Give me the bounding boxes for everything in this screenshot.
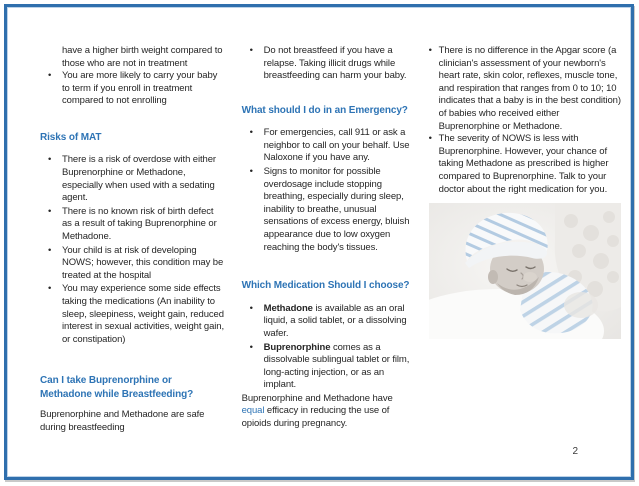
list-item [242, 303, 418, 341]
list-item: • Your child is at risk of developing NOWS; however, this condition may be treated at the hospital [40, 245, 226, 283]
comparison-bullet-list [429, 45, 621, 196]
newborn-baby-illustration [429, 203, 621, 339]
list-item [242, 342, 418, 392]
newborn-baby-photo [429, 203, 621, 339]
list-item: • You are more likely to carry your baby to term if you enroll in treatment compared to not enrolling [40, 70, 226, 108]
medication-name: Buprenorphine [263, 341, 331, 353]
efficacy-text-after: efficacy in reducing the use of opioids during pregnancy. [241, 405, 390, 430]
list-item: • There is no difference in the Apgar score (a clinician's assessment of your newborn's heart rate, skin color, reflexes, muscle tone, and respiration that ranges from 0 to 10; 10 indicates that a baby is in the best condition) of babies who received either Buprenorphine or Methadone. [429, 45, 621, 133]
list-item: • There is a risk of overdose with either Buprenorphine or Methadone, especially when used with a sedating agent. [40, 154, 226, 204]
medication-choice-heading: Which Medication Should I choose? [241, 280, 410, 292]
medication-bullet-list [242, 303, 418, 392]
page-content [40, 45, 621, 467]
column-middle [237, 45, 418, 467]
column-left [40, 45, 226, 467]
emergency-heading: What should I do in an Emergency? [241, 104, 408, 116]
emergency-bullet-list [242, 127, 418, 254]
page-number: 2 [572, 446, 578, 457]
list-item: • Do not breastfeed if you have a relapse. Taking illicit drugs while breastfeeding can harm your baby. [242, 45, 418, 83]
efficacy-statement [242, 393, 418, 431]
continuation-text: have a higher birth weight compared to those who are not in treatment [62, 45, 223, 69]
breastfeeding-question-heading: Can I take Buprenorphine or Methadone while Breastfeeding? [40, 375, 194, 400]
breastfeeding-answer-text: Buprenorphine and Methadone are safe during breastfeeding [40, 409, 205, 433]
list-item: • There is no known risk of birth defect as a result of taking Buprenorphine or Methadone. [40, 206, 226, 244]
breastfeeding-warning-list [242, 45, 418, 83]
list-item: • The severity of NOWS is less with Buprenorphine. However, your chance of taking Methadone as prescribed is higher compared to Buprenorphine. Talk to your doctor about the right medication for you. [429, 133, 621, 196]
efficacy-text-before: Buprenorphine and Methadone have [241, 392, 393, 404]
medication-name: Methadone [263, 302, 313, 314]
medication-description: is available as an oral liquid, a solid tablet, or a dissolving wafer. [263, 302, 407, 339]
list-item: • For emergencies, call 911 or ask a neighbor to call on your behalf. Use Naloxone if you have any. [242, 127, 418, 165]
intro-bullet-list [40, 70, 226, 108]
list-item: • Signs to monitor for possible overdosage include stopping breathing, especially during sleep, inability to breathe, unusual sensations of excess energy, bluish appearance due to low oxygen reaching the body's tissues. [242, 166, 418, 254]
risks-bullet-list [40, 154, 226, 346]
medication-description: comes as a dissolvable sublingual tablet or film, long-acting injection, or as an implant. [263, 341, 410, 391]
column-right [429, 45, 621, 467]
brochure-page [4, 4, 634, 480]
risks-of-mat-heading: Risks of MAT [40, 131, 102, 143]
efficacy-accent-word: equal [241, 405, 265, 417]
list-item: • You may experience some side effects taking the medications (An inability to sleep, sleepiness, weight gain, reduced interest in sexual activities, weight gain, or constipation) [40, 283, 226, 346]
